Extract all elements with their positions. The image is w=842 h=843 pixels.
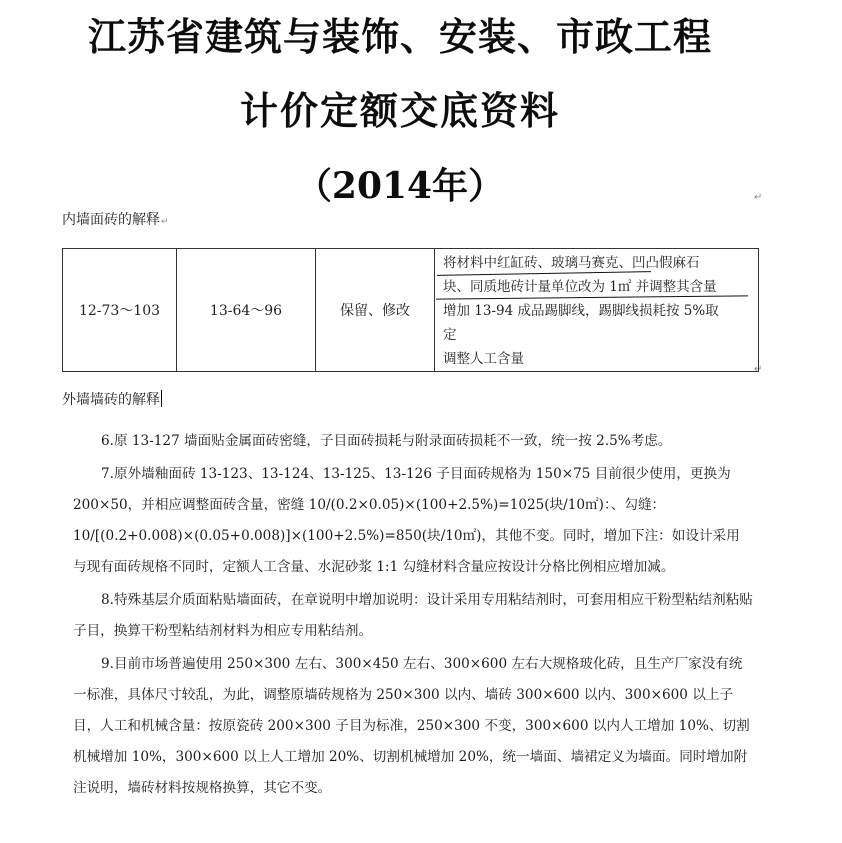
paragraph: 8.特殊基层介质面粘贴墙面砖，在章说明中增加说明：设计采用专用粘结剂时，可套用相应干粉型粘结剂粘贴子目，换算干粉型粘结剂材料为相应专用粘结剂。 — [73, 592, 753, 639]
paragraph: 6.原 13-127 墙面贴金属面砖密缝，子目面砖损耗与附录面砖损耗不一致，统一按 2.5%考虑。 — [101, 433, 672, 449]
interior-section-label[interactable] — [62, 209, 169, 229]
table-cell-new-code: 13-64～96 — [177, 249, 316, 372]
document-title-line2: 计价定额交底资料 — [239, 88, 560, 133]
description-line: 将材料中红缸砖、玻璃马赛克、凹凸假麻石 — [443, 255, 700, 271]
table-cell-action: 保留、修改 — [316, 249, 435, 372]
table-cell-description — [435, 249, 759, 372]
text-cursor — [161, 390, 162, 407]
interior-label-text: 内墙面砖的解释 — [62, 212, 160, 228]
paragraph: 9.目前市场普遍使用 250×300 左右、300×450 左右、300×600 左右大规格玻化砖，且生产厂家没有统一标准，具体尺寸较乱，为此，调整原墙砖规格为 250×300 以内、墙砖 300×600 以内、300×600 以上子目，人工和机械含量：按原瓷砖 200×300 子目为标准，250×300 不变，300×600 以内人工增加 10%、切割机械增加 10%，300×600 以上人工增加 20%、切割机械增加 20%，统一墙面、墙裙定义为墙面。同时增加附注说明，墙砖材料按规格换算，其它不变。 — [73, 656, 750, 796]
description-line: 调整人工含量 — [443, 351, 524, 367]
interior-tile-table — [62, 248, 759, 372]
paragraph: 7.原外墙釉面砖 13-123、13-124、13-125、13-126 子目面砖规格为 150×75 目前很少使用，更换为 200×50，并相应调整面砖含量，密缝 10/(0.2×0.05)×(100+2.5%)=1025(块/10㎡)：、勾缝：10/[(0.2+0.008)×(0.05+0.008)]×(100+2.5%)=850(块/10㎡)，其他不变。同时，增加下注：如设计采用与现有面砖规格不同时，定额人工含量、水泥砂浆 1:1 勾缝材料含量应按设计分格比例相应增加减。 — [73, 466, 740, 575]
table-row — [63, 249, 759, 372]
paragraph-mark-icon: ↵ — [754, 192, 763, 203]
paragraph-mark-icon: ↵ — [754, 364, 763, 375]
document-title-year: （2014年） — [295, 165, 505, 207]
description-line: 块、同质地砖计量单位改为 1㎡ 并调整其含量 — [443, 279, 717, 295]
exterior-label-text: 外墙墙砖的解释 — [62, 392, 160, 408]
exterior-body-text — [73, 426, 753, 806]
document-title-line1: 江苏省建筑与装饰、安装、市政工程 — [87, 14, 712, 59]
exterior-section-label[interactable] — [62, 389, 162, 409]
description-line: 定 — [443, 327, 457, 343]
table-cell-old-code: 12-73～103 — [63, 249, 177, 372]
paragraph-mark-icon: ↵ — [161, 217, 169, 227]
description-line: 增加 13-94 成品踢脚线，踢脚线损耗按 5%取 — [443, 303, 719, 319]
